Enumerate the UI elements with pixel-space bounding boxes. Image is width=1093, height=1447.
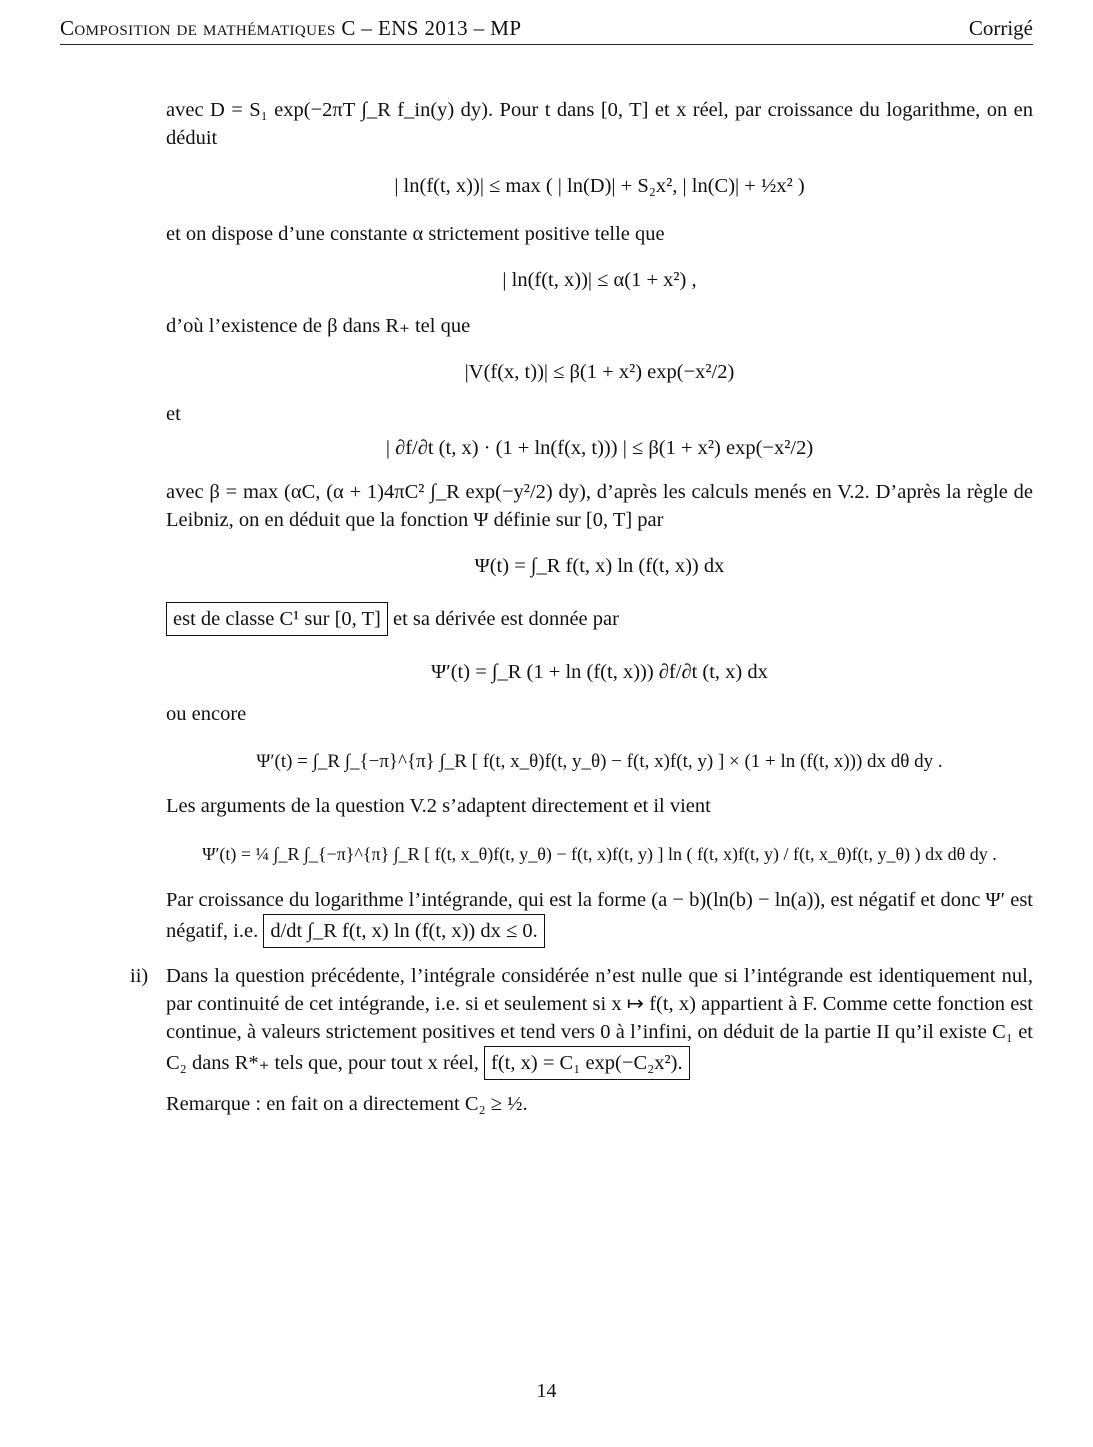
header-right-label: Corrigé: [968, 16, 1033, 40]
boxed-result-gaussian: f(t, x) = C₁ exp(−C₂x²).: [484, 1046, 690, 1080]
boxed-result-class-c1: est de classe C¹ sur [0, T]: [166, 602, 388, 636]
paragraph-6: [166, 602, 1033, 636]
paragraph-4: et: [166, 403, 181, 425]
paragraph-10: [166, 962, 1033, 1080]
equation-7: Ψ′(t) = ∫_R ∫_{−π}^{π} ∫_R [ f(t, x_θ)f(t, y_θ) − f(t, x)f(t, y) ] × (1 + ln (f(t, x))) dx dθ dy .: [256, 751, 943, 772]
equation-1: | ln(f(t, x))| ≤ max ( | ln(D)| + S₂x², | ln(C)| + ½x² ): [394, 175, 805, 197]
equation-6: Ψ′(t) = ∫_R (1 + ln (f(t, x))) ∂f/∂t (t, x) dx: [431, 661, 768, 683]
equation-3: |V(f(x, t))| ≤ β(1 + x²) exp(−x²/2): [464, 361, 735, 383]
boxed-result-derivative: d/dt ∫_R f(t, x) ln (f(t, x)) dx ≤ 0.: [263, 914, 544, 948]
equation-4: | ∂f/∂t (t, x) · (1 + ln(f(x, t))) | ≤ β(1 + x²) exp(−x²/2): [385, 437, 814, 459]
paragraph-3: d’où l’existence de β dans R₊ tel que: [166, 315, 471, 337]
paragraph-9: [166, 886, 1033, 948]
paragraph-2: et on dispose d’une constante α strictement positive telle que: [166, 223, 665, 245]
item-ii: [130, 962, 1033, 1118]
page-content: [130, 96, 1033, 1118]
equation-5: Ψ(t) = ∫_R f(t, x) ln (f(t, x)) dx: [474, 555, 725, 577]
header-title: Composition de mathématiques C – ENS 2013 – MP: [60, 16, 522, 40]
paragraph-9-text: Par croissance du logarithme l’intégrande, qui est la forme (a − b)(ln(b) − ln(a)), est négatif et donc Ψ′ est négatif, i.e.: [166, 889, 1033, 942]
page-number: 14: [536, 1380, 557, 1402]
paragraph-8: Les arguments de la question V.2 s’adaptent directement et il vient: [166, 795, 711, 817]
paragraph-7: ou encore: [166, 703, 247, 725]
page-header: [60, 14, 1033, 45]
equation-2: | ln(f(t, x))| ≤ α(1 + x²) ,: [502, 269, 697, 291]
remark: Remarque : en fait on a directement C₂ ≥ ½.: [166, 1093, 528, 1115]
paragraph-10-text: Dans la question précédente, l’intégrale considérée n’est nulle que si l’intégrande est identiquement nul, par continuité de cet intégrande, i.e. si et seulement si x ↦ f(t, x) appartient à F. Comme cette fonction est continue, à valeurs strictement positives et tend vers 0 à l’infini, on déduit de la partie II qu’il existe C₁ et C₂ dans R*₊ tels que, pour tout x réel,: [166, 965, 1033, 1074]
paragraph-6-text: et sa dérivée est donnée par: [393, 608, 619, 630]
paragraph-5: avec β = max (αC, (α + 1)4πC² ∫_R exp(−y²/2) dy), d’après les calculs menés en V.2. D’après la règle de Leibniz, on en déduit que la fonction Ψ définie sur [0, T] par: [166, 481, 1033, 531]
equation-8: Ψ′(t) = ¼ ∫_R ∫_{−π}^{π} ∫_R [ f(t, x_θ)f(t, y_θ) − f(t, x)f(t, y) ] ln ( f(t, x)f(t, y) / f(t, x_θ)f(t, y_θ) ) dx dθ dy .: [202, 844, 997, 864]
item-label: ii): [130, 965, 149, 987]
paragraph-1: avec D = S₁ exp(−2πT ∫_R f_in(y) dy). Pour t dans [0, T] et x réel, par croissance du logarithme, on en déduit: [166, 99, 1033, 149]
